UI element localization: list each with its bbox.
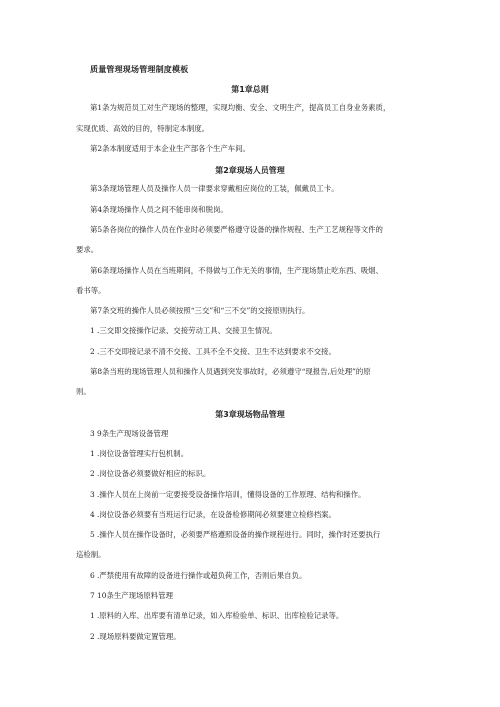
text-line: 2 .三不交即接记录不清不交接、工具不全不交接、卫生不达到要求不交接。 <box>90 347 336 356</box>
text-line: 1 .原料的入库、出库要有清单记录，如入库检验单、标识、出库检验记录等。 <box>90 611 344 620</box>
text-line: 第8条当班的现场管理人员和操作人员遇到突发事故时，必须遵守“现报告,后处理”的原 <box>90 367 371 376</box>
chapter-heading: 第3章现场物品管理 <box>215 410 285 419</box>
text-line: 5 .操作人员在操作设备时，必须要严格遵照设备的操作规程进行。同时，操作时还要执行 <box>90 530 381 539</box>
text-line: 第1条为规范员工对生产现场的整理，实现均衡、安全、文明生产，提高员工自身业务素质， <box>90 103 391 112</box>
chapter-heading: 第1章总则 <box>231 85 269 94</box>
text-line: 1 .岗位设备管理实行包机制。 <box>90 449 189 458</box>
text-line: 实现优质、高效的目的，特制定本制度。 <box>76 124 210 133</box>
text-line: 2 .岗位设备必须要做好相应的标识。 <box>90 469 211 478</box>
chapter-heading: 第2章现场人员管理 <box>215 166 285 175</box>
text-line: 要求。 <box>76 245 99 254</box>
text-line: 第4条现场操作人员之间不能串岗和脱岗。 <box>90 205 228 214</box>
text-line: 第2条本制度适用于本企业生产部各个生产车间。 <box>90 144 250 153</box>
text-line: 3 9条生产现场设备管理 <box>90 429 169 438</box>
text-line: 第6条现场操作人员在当班期间，不得做与工作无关的事情，生产现场禁止吃东西、吸烟、 <box>90 266 383 275</box>
text-line: 看书等。 <box>76 286 106 295</box>
text-line: 6 .严禁使用有故障的设备进行操作或超负荷工作，否则后果自负。 <box>90 571 307 580</box>
text-line: 7 10条生产现场原料管理 <box>90 591 173 600</box>
text-line: 巡检制。 <box>76 550 106 559</box>
text-line: 2 .现场原料要做定置管理。 <box>90 632 181 641</box>
text-line: 3 .操作人员在上岗前一定要接受设备操作培训，懂得设备的工作原理、结构和操作。 <box>90 490 366 499</box>
text-line: 则。 <box>76 387 91 396</box>
document-title: 质量管理现场管理制度模板 <box>90 64 189 74</box>
text-line: 1 .三交即交接操作记录、交接劳动工具、交接卫生情况。 <box>90 326 277 335</box>
text-line: 第5条各岗位的操作人员在作业时必须要严格遵守设备的操作规程、生产工艺规程等文件的 <box>90 225 383 234</box>
text-line: 第3条现场管理人员及操作人员一律要求穿戴相应岗位的工装，佩戴员工卡。 <box>90 184 339 193</box>
text-line: 4 .岗位设备必须要有当班运行记录，在设备检修期间必须要建立检修档案。 <box>90 510 336 519</box>
text-line: 第7条交班的操作人员必须按照“三交”和“三不交”的交接原则执行。 <box>90 306 310 315</box>
